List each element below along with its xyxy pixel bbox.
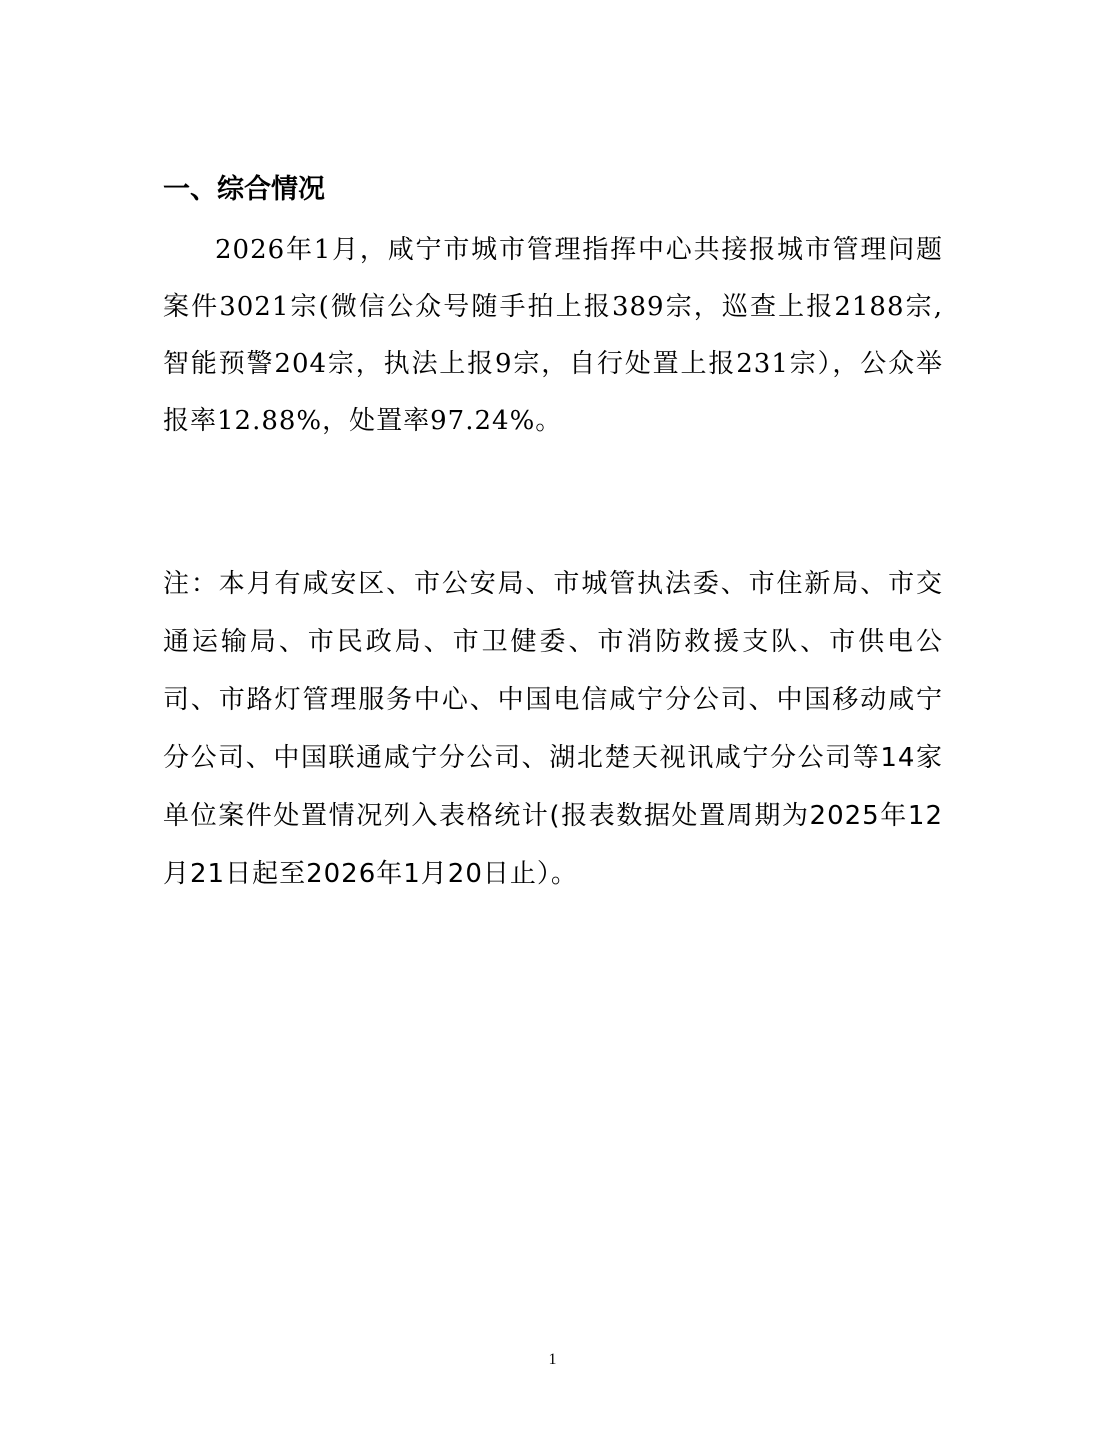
summary-paragraph: 2026年1月，咸宁市城市管理指挥中心共接报城市管理问题案件3021宗(微信公众号随手拍上报389宗，巡查上报2188宗,智能预警204宗，执法上报9宗，自行处置上报231宗），公众举报率12.88%，处置率97.24%。 — [163, 235, 943, 436]
note-paragraph: 注：本月有咸安区、市公安局、市城管执法委、市住新局、市交通运输局、市民政局、市卫健委、市消防救援支队、市供电公司、市路灯管理服务中心、中国电信咸宁分公司、中国移动咸宁分公司、中国联通咸宁分公司、湖北楚天视讯咸宁分公司等14家单位案件处置情况列入表格统计(报表数据处置周期为2025年12月21日起至2026年1月20日止）。 — [163, 569, 943, 889]
section-heading: 一、综合情况 — [163, 174, 325, 205]
page-number: 1 — [548, 1351, 557, 1368]
